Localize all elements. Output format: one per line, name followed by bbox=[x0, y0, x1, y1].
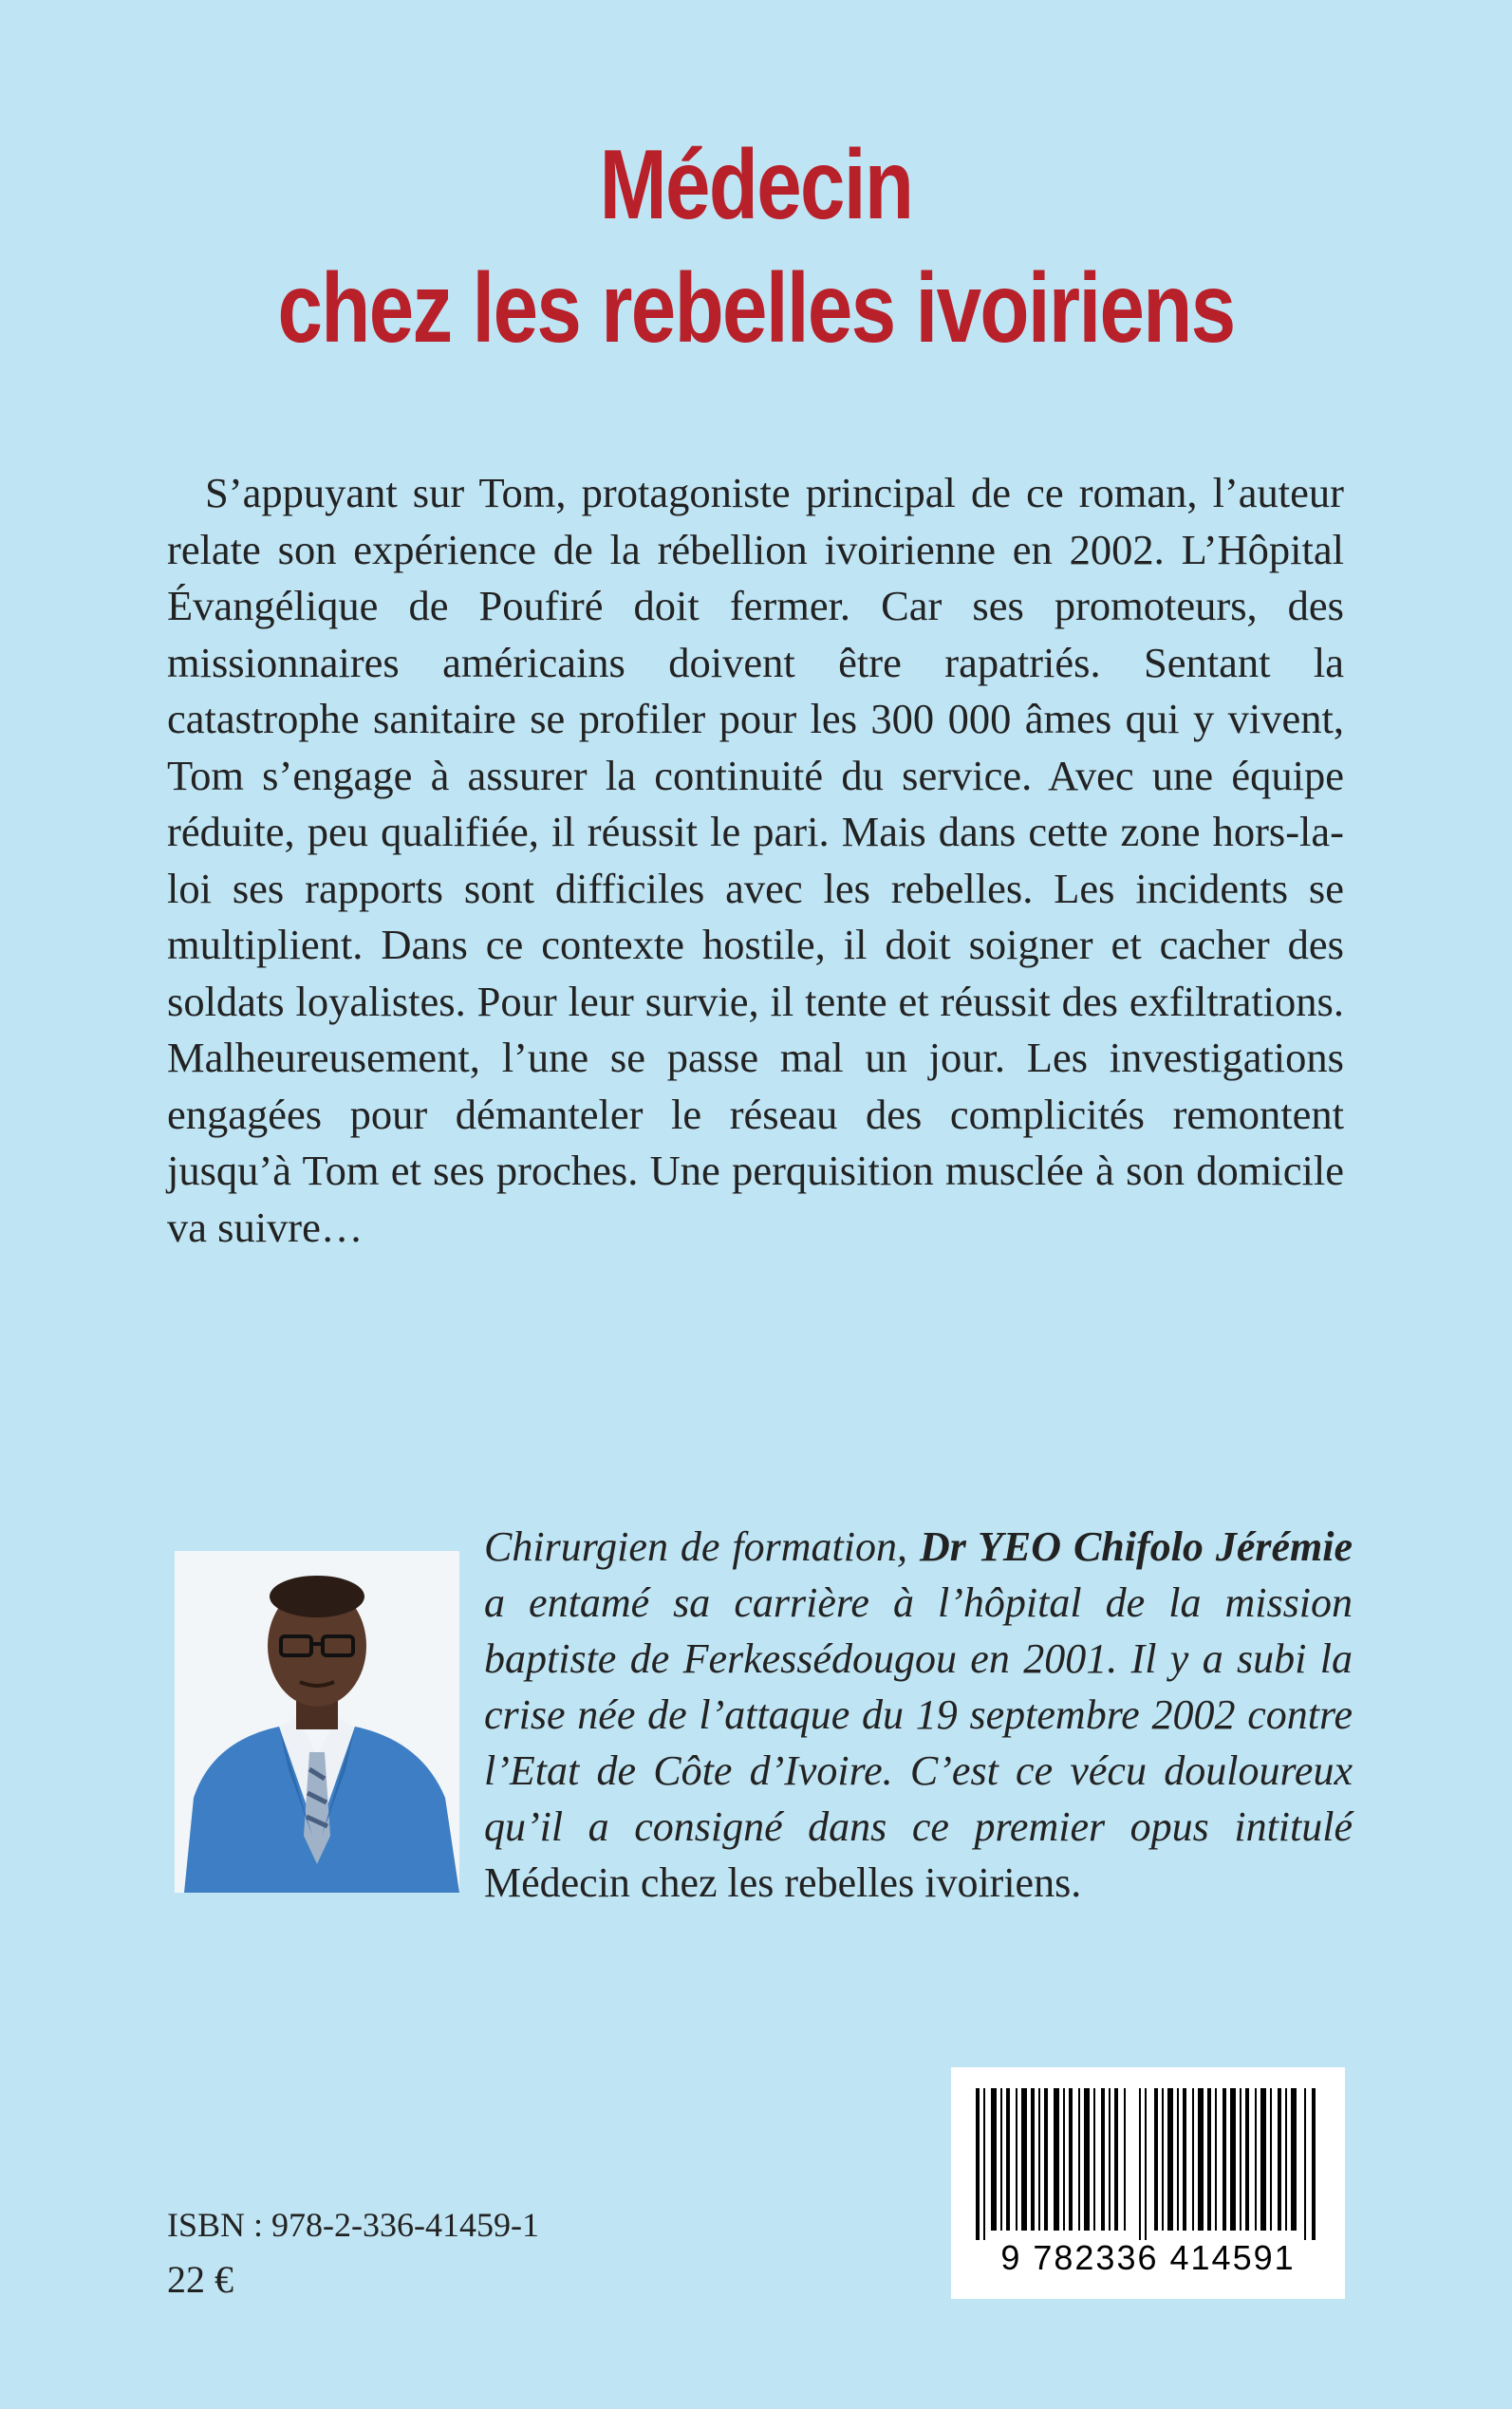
barcode bbox=[951, 2067, 1345, 2299]
price: 22 € bbox=[167, 2258, 233, 2301]
author-bio bbox=[484, 1519, 1353, 1911]
book-title-line-2: chez les rebelles ivoiriens bbox=[277, 253, 1235, 364]
author-bio-text: a entamé sa carrière à l’hôpital de la mission baptiste de Ferkessédougou en 2001. Il y a subi la crise née de l’attaque du 19 septembre 2002 contre l’Etat de Côte d’Ivoire. C’est ce vécu douloureux qu’il a consigné dans ce premier opus intitulé bbox=[484, 1579, 1353, 1850]
book-title-line-1: Médecin bbox=[599, 130, 913, 240]
author-name: Dr YEO Chifolo Jérémie bbox=[919, 1523, 1353, 1570]
author-portrait-image bbox=[175, 1551, 459, 1893]
author-bio-book-title: Médecin chez les rebelles ivoiriens. bbox=[484, 1859, 1082, 1906]
barcode-bars bbox=[972, 2088, 1325, 2240]
author-bio-intro: Chirurgien de formation, bbox=[484, 1523, 920, 1570]
book-title bbox=[0, 123, 1512, 370]
isbn: ISBN : 978-2-336-41459-1 bbox=[167, 2206, 539, 2244]
back-cover-blurb: S’appuyant sur Tom, protagoniste principal de ce roman, l’auteur relate son expérience de la rébellion ivoirienne en 2002. L’Hôpital Évangélique de Poufiré doit fermer. Car ses promoteurs, des missionnaires américains doivent être rapatriés. Sentant la catastrophe sanitaire se profiler pour les 300 000 âmes qui y vivent, Tom s’engage à assurer la continuité du service. Avec une équipe réduite, peu qualifiée, il réussit le pari. Mais dans cette zone hors-la-loi ses rapports sont difficiles avec les rebelles. Les incidents se multiplient. Dans ce contexte hostile, il doit soigner et cacher des soldats loyalistes. Pour leur survie, il tente et réussit des exfiltrations. Malheureusement, l’une se passe mal un jour. Les investigations engagées pour démanteler le réseau des complicités remontent jusqu’à Tom et ses proches. Une perquisition musclée à son domicile va suivre… bbox=[167, 469, 1344, 1251]
author-photo bbox=[175, 1551, 459, 1893]
barcode-digits: 9 782336 414591 bbox=[1000, 2238, 1296, 2277]
